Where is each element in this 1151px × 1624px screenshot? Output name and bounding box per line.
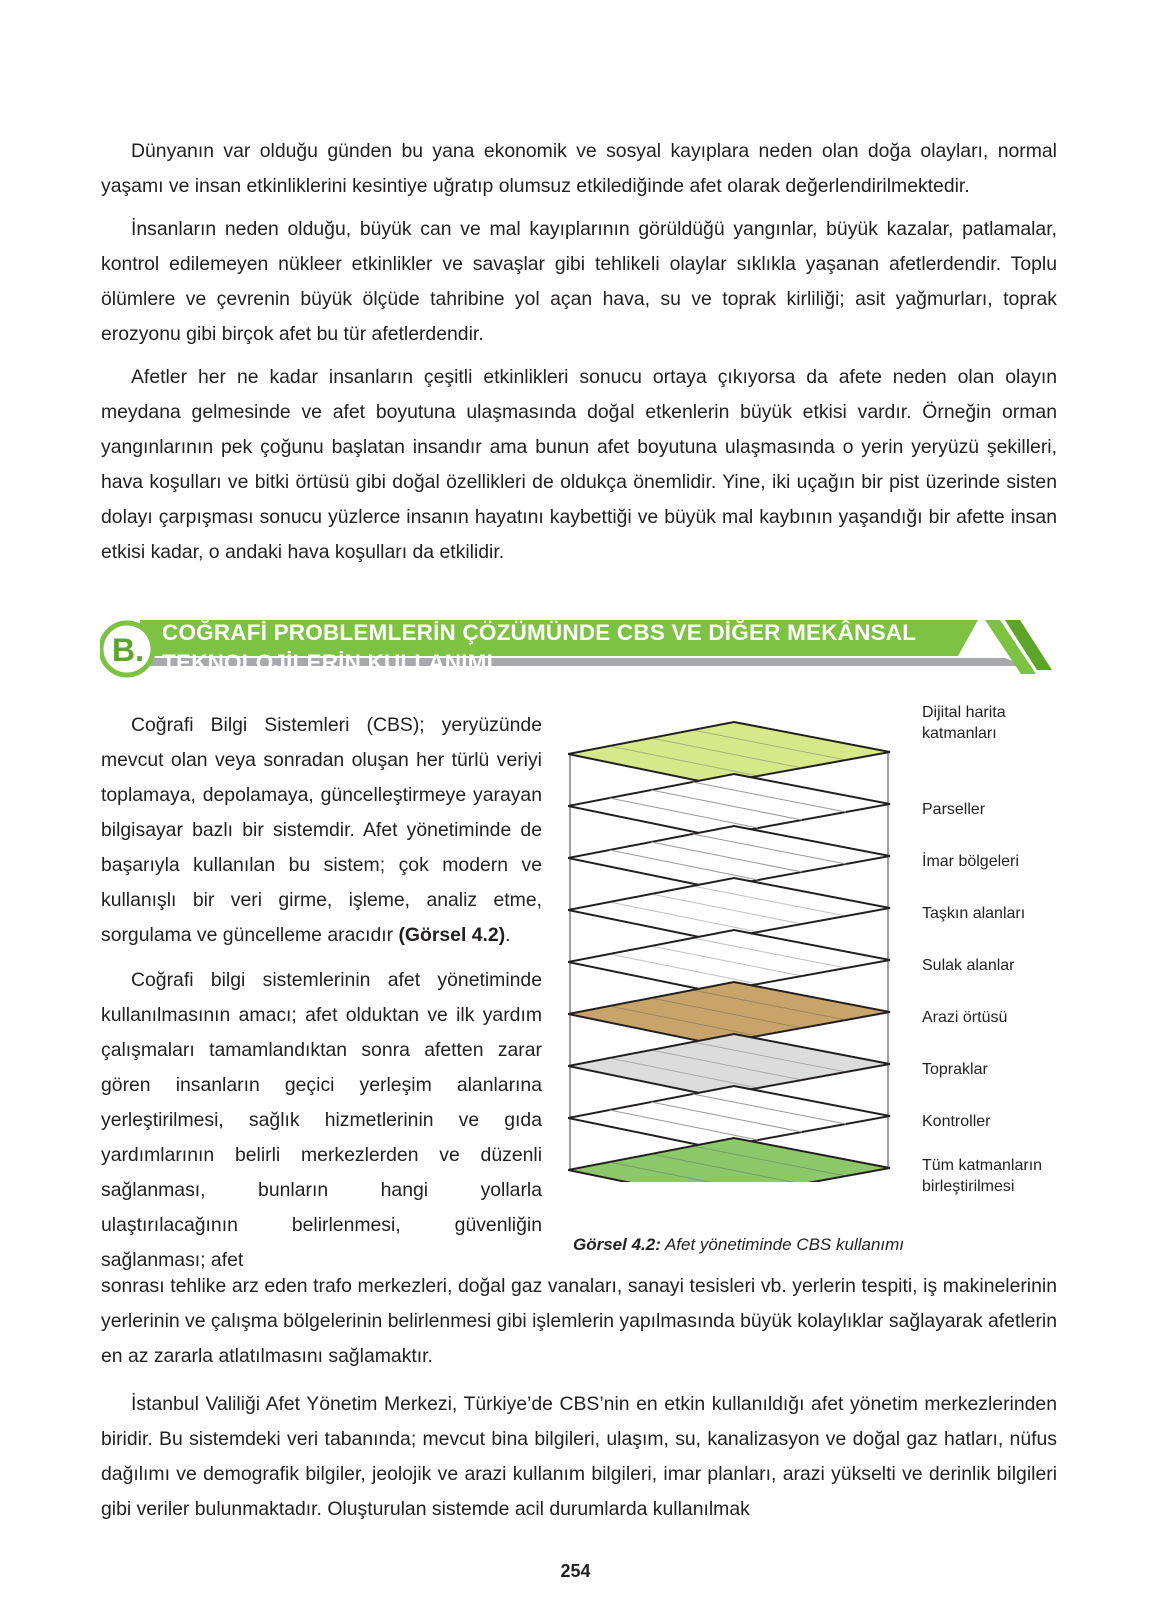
layer-label: Tüm katmanların birleştirilmesi (922, 1157, 1043, 1195)
layer-label: Taşkın alanları (922, 905, 1026, 922)
paragraph-2: İnsanların neden olduğu, büyük can ve mal kayıplarının görüldüğü yangınlar, büyük kazalar, patlamalar, kontrol edilemeyen nükleer etkinlikler ve savaşlar gibi tehlikeli olaylar sıklıkla yaşanan afetlerdendir. Toplu ölümlere ve çevrenin büyük ölçüde tahribine yol açan hava, su ve toprak kirliliği; asit yağmurları, toprak erozyonu gibi birçok afet bu tür afetlerdendir. (101, 218, 1057, 345)
layer-label: Kontroller (922, 1113, 991, 1130)
section-heading (100, 614, 1052, 684)
map-layer (568, 1138, 890, 1182)
figure-reference: (Görsel 4.2) (398, 924, 506, 946)
paragraph-1: Dünyanın var olduğu günden bu yana ekonomik ve sosyal kayıplara neden olan doğa olayları, normal yaşamı ve insan etkinliklerini kesintiye uğratıp olumsuz etkilediğinde afet olarak değerlendirilmektedir. (101, 140, 1057, 197)
section-title-line-2: TEKNOLOJİLERİN KULLANIMI (162, 650, 494, 675)
gis-layers-figure (568, 704, 1068, 1195)
layer-label: Arazi örtüsü (922, 1009, 1008, 1026)
page-number: 254 (560, 1561, 591, 1581)
paragraph-6: İstanbul Valiliği Afet Yönetim Merkezi, Türkiye’de CBS’nin en etkin kullanıldığı afet yönetim merkezlerinden biridir. Bu sistemdeki veri tabanında; mevcut bina bilgileri, ulaşım, su, kanalizasyon ve doğal gaz hatları, nüfus dağılımı ve demografik bilgiler, jeolojik ve arazi kullanım bilgileri, imar planları, arazi yükselti ve derinlik bilgileri gibi veriler bulunmaktadır. Oluşturulan sistemde acil durumlarda kullanılmak (101, 1393, 1057, 1520)
section-letter: B. (112, 632, 144, 668)
paragraph-5: Coğrafi bilgi sistemlerinin afet yönetiminde kullanılmasının amacı; afet olduktan ve ilk yardım çalışmaları tamamlandıktan sonra afetten zarar gören insanların geçici yerleşim alanlarına yerleştirilmesi, sağlık hizmetlerinin ve gıda yardımlarının belirli merkezlerden ve düzenli sağlanması, bunların hangi yollarla ulaştırılacağının belirlenmesi, güvenliğin sağlanması; afet (101, 969, 542, 1271)
paragraph-4 (101, 708, 542, 953)
caption-label: Görsel 4.2: (573, 1235, 661, 1254)
layer-label: Dijital harita katmanları (922, 704, 1006, 742)
layer-stack-illustration (568, 712, 928, 1182)
layer-label: İmar bölgeleri (922, 853, 1019, 870)
paragraph-4-end: . (505, 924, 511, 946)
caption-text: Afet yönetiminde CBS kullanımı (660, 1235, 905, 1254)
layer-label: Parseller (922, 801, 986, 818)
figure-caption (573, 1234, 904, 1256)
paragraph-4-text: Coğrafi Bilgi Sistemleri (CBS); yeryüzünde mevcut olan veya sonradan oluşan her türlü veriyi toplamaya, depolamaya, güncelleştirmeye yarayan bilgisayar bazlı bir sistemdir. Afet yönetiminde de başarıyla kullanılan bu sistem; çok modern ve kullanışlı bir veri girme, işleme, analiz etme, sorgulama ve güncelleme aracıdır (101, 714, 542, 946)
layer-label: Topraklar (922, 1061, 988, 1078)
section-title (162, 618, 916, 678)
layer-label: Sulak alanlar (922, 957, 1015, 974)
section-title-line-1: COĞRAFİ PROBLEMLERİN ÇÖZÜMÜNDE CBS VE DİĞER MEKÂNSAL (162, 620, 917, 645)
paragraph-5-continuation: sonrası tehlike arz eden trafo merkezleri, doğal gaz vanaları, sanayi tesisleri vb. yerlerin tespiti, iş makinelerinin yerlerinin ve çalışma bölgelerinin belirlenmesi gibi işlemlerin yapılmasında büyük kolaylıklar sağlayarak afetlerin en az zararla atlatılmasını sağlamaktır. (101, 1275, 1057, 1367)
left-column (101, 708, 542, 1278)
paragraph-3: Afetler her ne kadar insanların çeşitli etkinlikleri sonucu ortaya çıkıyorsa da afete neden olan olayın meydana gelmesinde ve afet boyutuna ulaşmasında doğal etkenlerin büyük etkisi vardır. Örneğin orman yangınlarının pek çoğunu başlatan insandır ama bunun afet boyutuna ulaşmasında o yerin yeryüzü şekilleri, hava koşulları ve bitki örtüsü gibi doğal özellikleri de oldukça önemlidir. Yine, iki uçağın bir pist üzerinde sisten dolayı çarpışması sonucu yüzlerce insanın hayatını kaybettiği ve büyük mal kaybının yaşandığı bir afette insan etkisi kadar, o andaki hava koşulları da etkilidir. (101, 366, 1057, 563)
